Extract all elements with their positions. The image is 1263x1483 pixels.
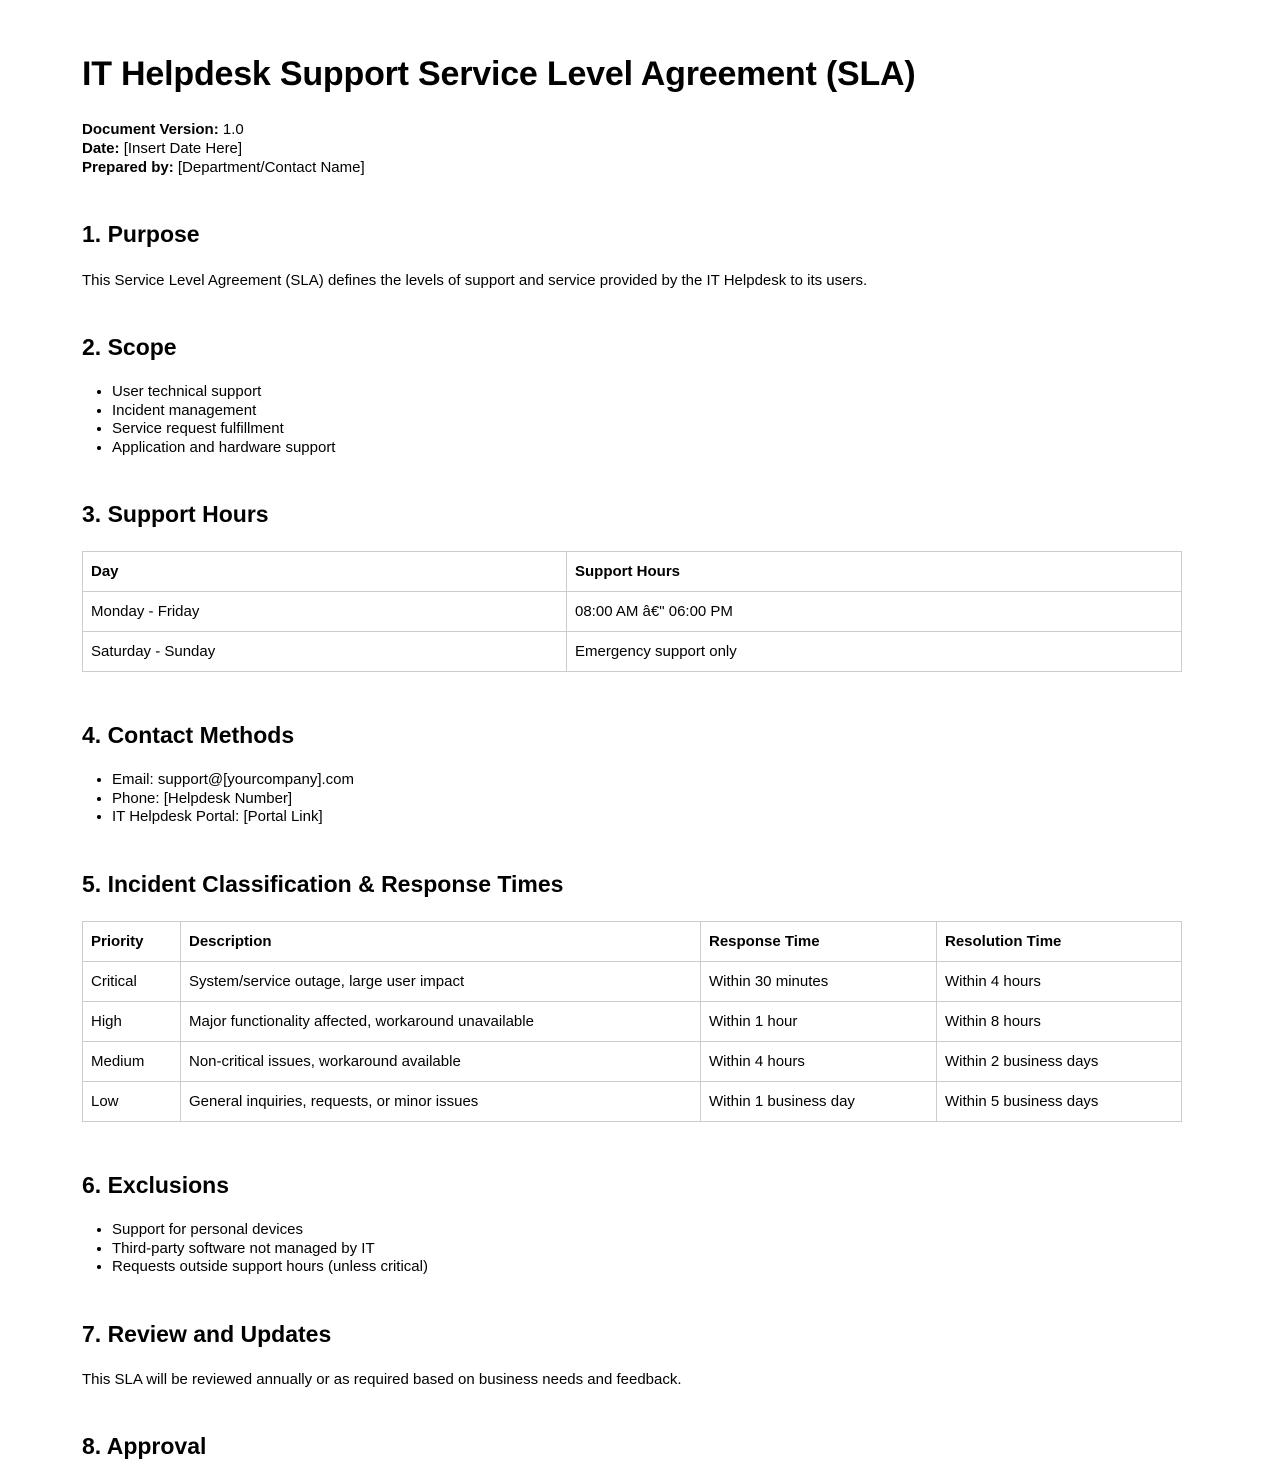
list-item: • Incident management — [112, 402, 1181, 421]
section-incident-classification — [82, 871, 1181, 1122]
exclusions-list — [82, 1221, 1181, 1277]
metadata-version-label: Document Version: — [82, 121, 219, 139]
section-approval — [82, 1433, 1181, 1483]
section-support-hours — [82, 501, 1181, 672]
page-title: IT Helpdesk Support Service Level Agreement (SLA) — [82, 55, 916, 93]
table-row — [83, 1081, 1182, 1121]
list-item: • Support for personal devices — [112, 1221, 1181, 1240]
document-metadata — [82, 120, 1181, 177]
table-cell: Within 5 business days — [937, 1081, 1182, 1121]
table-cell: Non-critical issues, workaround available — [181, 1041, 701, 1081]
list-item: • User technical support — [112, 383, 1181, 402]
table-header-row — [83, 921, 1182, 961]
section-review-and-updates — [82, 1321, 1181, 1390]
review-and-updates-paragraph: This SLA will be reviewed annually or as required based on business needs and feedback. — [82, 1371, 682, 1389]
list-item: • Service request fulfillment — [112, 420, 1181, 439]
table-cell: Critical — [83, 961, 181, 1001]
purpose-paragraph: This Service Level Agreement (SLA) defines the levels of support and service provided by the IT Helpdesk to its users. — [82, 271, 868, 289]
metadata-date-value: [Insert Date Here] — [123, 140, 243, 158]
column-header-resolution-time: Resolution Time — [937, 921, 1182, 961]
section-heading-incident-classification: 5. Incident Classification & Response Times — [82, 870, 564, 897]
section-heading-scope: 2. Scope — [82, 333, 177, 360]
table-cell: Saturday - Sunday — [83, 631, 567, 671]
table-cell: Major functionality affected, workaround unavailable — [181, 1001, 701, 1041]
section-heading-exclusions: 6. Exclusions — [82, 1171, 230, 1198]
section-contact-methods — [82, 722, 1181, 827]
list-item: • Third-party software not managed by IT — [112, 1240, 1181, 1259]
metadata-prepared-by-label: Prepared by: — [82, 159, 174, 177]
table-cell: Within 4 hours — [701, 1041, 937, 1081]
list-item: • Email: support@[yourcompany].com — [112, 771, 1181, 790]
table-header-row — [83, 551, 1182, 591]
table-row — [83, 961, 1182, 1001]
table-cell: High — [83, 1001, 181, 1041]
metadata-version-line — [82, 120, 1181, 139]
scope-list — [82, 383, 1181, 457]
table-cell: 08:00 AM â€" 06:00 PM — [567, 591, 1182, 631]
table-cell: Within 30 minutes — [701, 961, 937, 1001]
metadata-version-value: 1.0 — [222, 121, 244, 139]
table-row — [83, 631, 1182, 671]
table-cell: System/service outage, large user impact — [181, 961, 701, 1001]
table-row — [83, 1001, 1182, 1041]
metadata-date-label: Date: — [82, 140, 120, 158]
column-header-support-hours: Support Hours — [567, 551, 1182, 591]
list-item: • Requests outside support hours (unless critical) — [112, 1258, 1181, 1277]
section-exclusions — [82, 1172, 1181, 1277]
column-header-response-time: Response Time — [701, 921, 937, 961]
list-item: • Phone: [Helpdesk Number] — [112, 790, 1181, 809]
contact-methods-list — [82, 771, 1181, 827]
section-heading-contact-methods: 4. Contact Methods — [82, 721, 295, 748]
section-purpose — [82, 221, 1181, 290]
table-cell: Within 4 hours — [937, 961, 1182, 1001]
table-cell: Monday - Friday — [83, 591, 567, 631]
metadata-date-line — [82, 139, 1181, 158]
table-cell: Within 2 business days — [937, 1041, 1182, 1081]
table-cell: General inquiries, requests, or minor issues — [181, 1081, 701, 1121]
table-cell: Within 8 hours — [937, 1001, 1182, 1041]
section-heading-purpose: 1. Purpose — [82, 221, 200, 248]
table-cell: Within 1 business day — [701, 1081, 937, 1121]
column-header-description: Description — [181, 921, 701, 961]
section-heading-support-hours: 3. Support Hours — [82, 501, 269, 528]
list-item: • IT Helpdesk Portal: [Portal Link] — [112, 808, 1181, 827]
table-cell: Within 1 hour — [701, 1001, 937, 1041]
section-scope — [82, 334, 1181, 458]
table-cell: Emergency support only — [567, 631, 1182, 671]
metadata-prepared-by-value: [Department/Contact Name] — [177, 159, 365, 177]
list-item: • Application and hardware support — [112, 439, 1181, 458]
table-cell: Medium — [83, 1041, 181, 1081]
metadata-prepared-by-line — [82, 158, 1181, 177]
column-header-priority: Priority — [83, 921, 181, 961]
table-row — [83, 591, 1182, 631]
section-heading-approval: 8. Approval — [82, 1433, 207, 1460]
section-heading-review-and-updates: 7. Review and Updates — [82, 1320, 332, 1347]
table-cell: Low — [83, 1081, 181, 1121]
table-row — [83, 1041, 1182, 1081]
support-hours-table — [82, 551, 1182, 672]
incident-classification-table — [82, 921, 1182, 1122]
column-header-day: Day — [83, 551, 567, 591]
